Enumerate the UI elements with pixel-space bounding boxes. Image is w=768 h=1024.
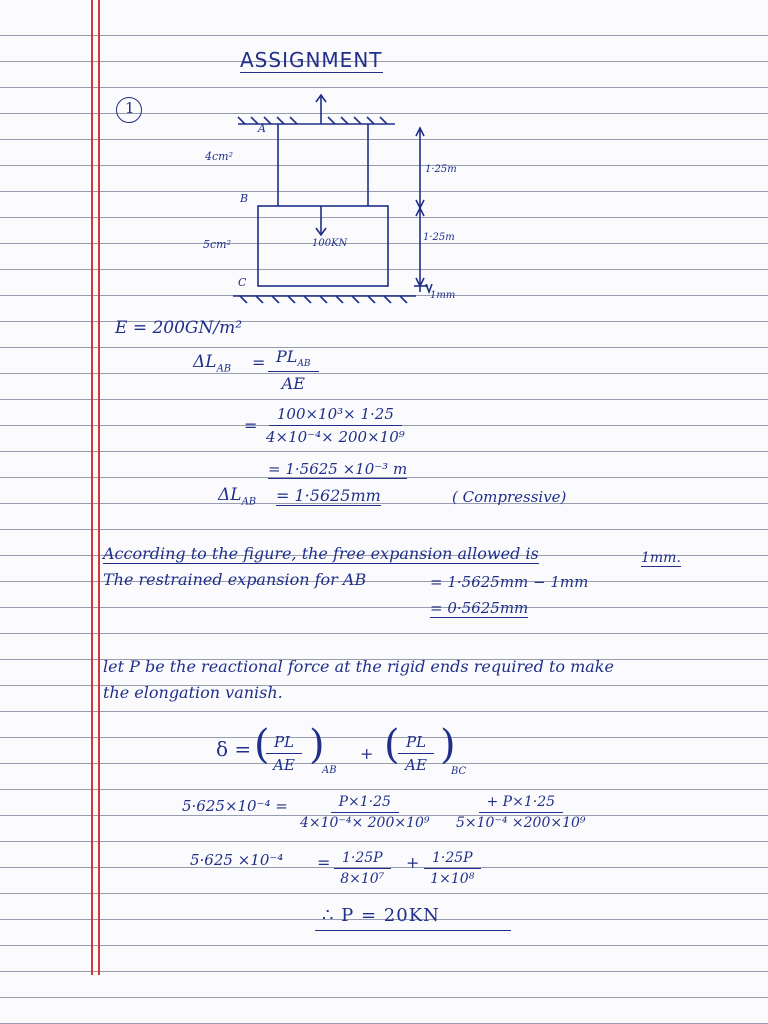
elongation-result: = 1·5625mm: [276, 486, 381, 505]
fraction-g2: $\frac{1\cdot 25P}{\text{1×10⁸}}$: [424, 850, 481, 887]
plus-sign: +: [360, 744, 374, 763]
equals-sign: =: [244, 416, 258, 435]
length-top-label: 1·25m: [425, 164, 457, 175]
para1-line1-value: 1mm.: [641, 550, 681, 566]
plus-sign-2: +: [406, 853, 420, 872]
para2-line1: let P be the reactional force at the rigid ends required to make: [103, 657, 614, 676]
term-bc: $\frac{PL}{AE}$: [398, 733, 434, 774]
point-a-label: A: [258, 122, 266, 135]
point-c-label: C: [238, 276, 247, 289]
delta-equals: δ =: [216, 737, 252, 761]
answer-underline: [315, 930, 511, 931]
para1-line1: According to the figure, the free expansion allowed is: [103, 544, 539, 563]
fraction-step2: $\frac{\text{100×10³× 1·25}}{\text{4×10⁻⁴× 200×10⁹}}$: [266, 405, 405, 446]
paren-close-1: ): [309, 722, 325, 768]
given-modulus: E = 200GN/m²: [115, 318, 243, 338]
paren-open-1: (: [254, 722, 270, 768]
paren-open-2: (: [384, 722, 400, 768]
load-label: 100KN: [312, 238, 348, 249]
term-ab: $\frac{PL}{AE}$: [266, 733, 302, 774]
length-bottom-label: 1·25m: [423, 232, 455, 243]
compressive-note: ( Compressive): [452, 488, 567, 506]
fraction-g1: $\frac{1\cdot 25P}{\text{8×10⁷}}$: [334, 850, 391, 887]
equals-sign: =: [317, 853, 331, 872]
delta-l-symbol: $\Delta L_{AB}$: [193, 352, 232, 375]
term-ab-sub: AB: [322, 765, 337, 776]
elongation-meters: = 1·5625 ×10⁻³ m: [268, 460, 408, 478]
final-answer: ∴ P = 20KN: [322, 905, 440, 926]
para1-line2: The restrained expansion for AB: [103, 570, 367, 589]
fraction-pl-ae: $PL_{AB}$ AE: [268, 347, 319, 393]
area-top-label: 4cm²: [205, 150, 233, 163]
point-b-label: B: [240, 192, 249, 205]
eq-lhs-1: 5·625×10⁻⁴ =: [182, 797, 288, 815]
fraction-f1: $\frac{P\times 1\cdot 25}{\text{4×10⁻⁴× 200×10⁹}}$: [300, 794, 430, 831]
delta-l-result-symbol: $\Delta L_{AB}$: [218, 485, 257, 508]
page-title: ASSIGNMENT: [240, 48, 383, 72]
para2-line2: the elongation vanish.: [103, 683, 283, 702]
area-bottom-label: 5cm²: [203, 238, 231, 251]
problem-number: 1: [125, 99, 135, 117]
eq-lhs-2: 5·625 ×10⁻⁴: [190, 851, 284, 869]
paren-close-2: ): [440, 722, 456, 768]
para1-line3-eq: = 0·5625mm: [430, 599, 529, 617]
para1-line2-eq: = 1·5625mm − 1mm: [430, 573, 589, 591]
fraction-f2: $\frac{+ P\times 1\cdot 25}{\text{5×10⁻⁴ ×200×10⁹}}$: [456, 794, 586, 831]
equals-sign: =: [252, 353, 266, 372]
gap-label: 1mm: [430, 290, 456, 301]
term-bc-sub: BC: [451, 766, 467, 777]
